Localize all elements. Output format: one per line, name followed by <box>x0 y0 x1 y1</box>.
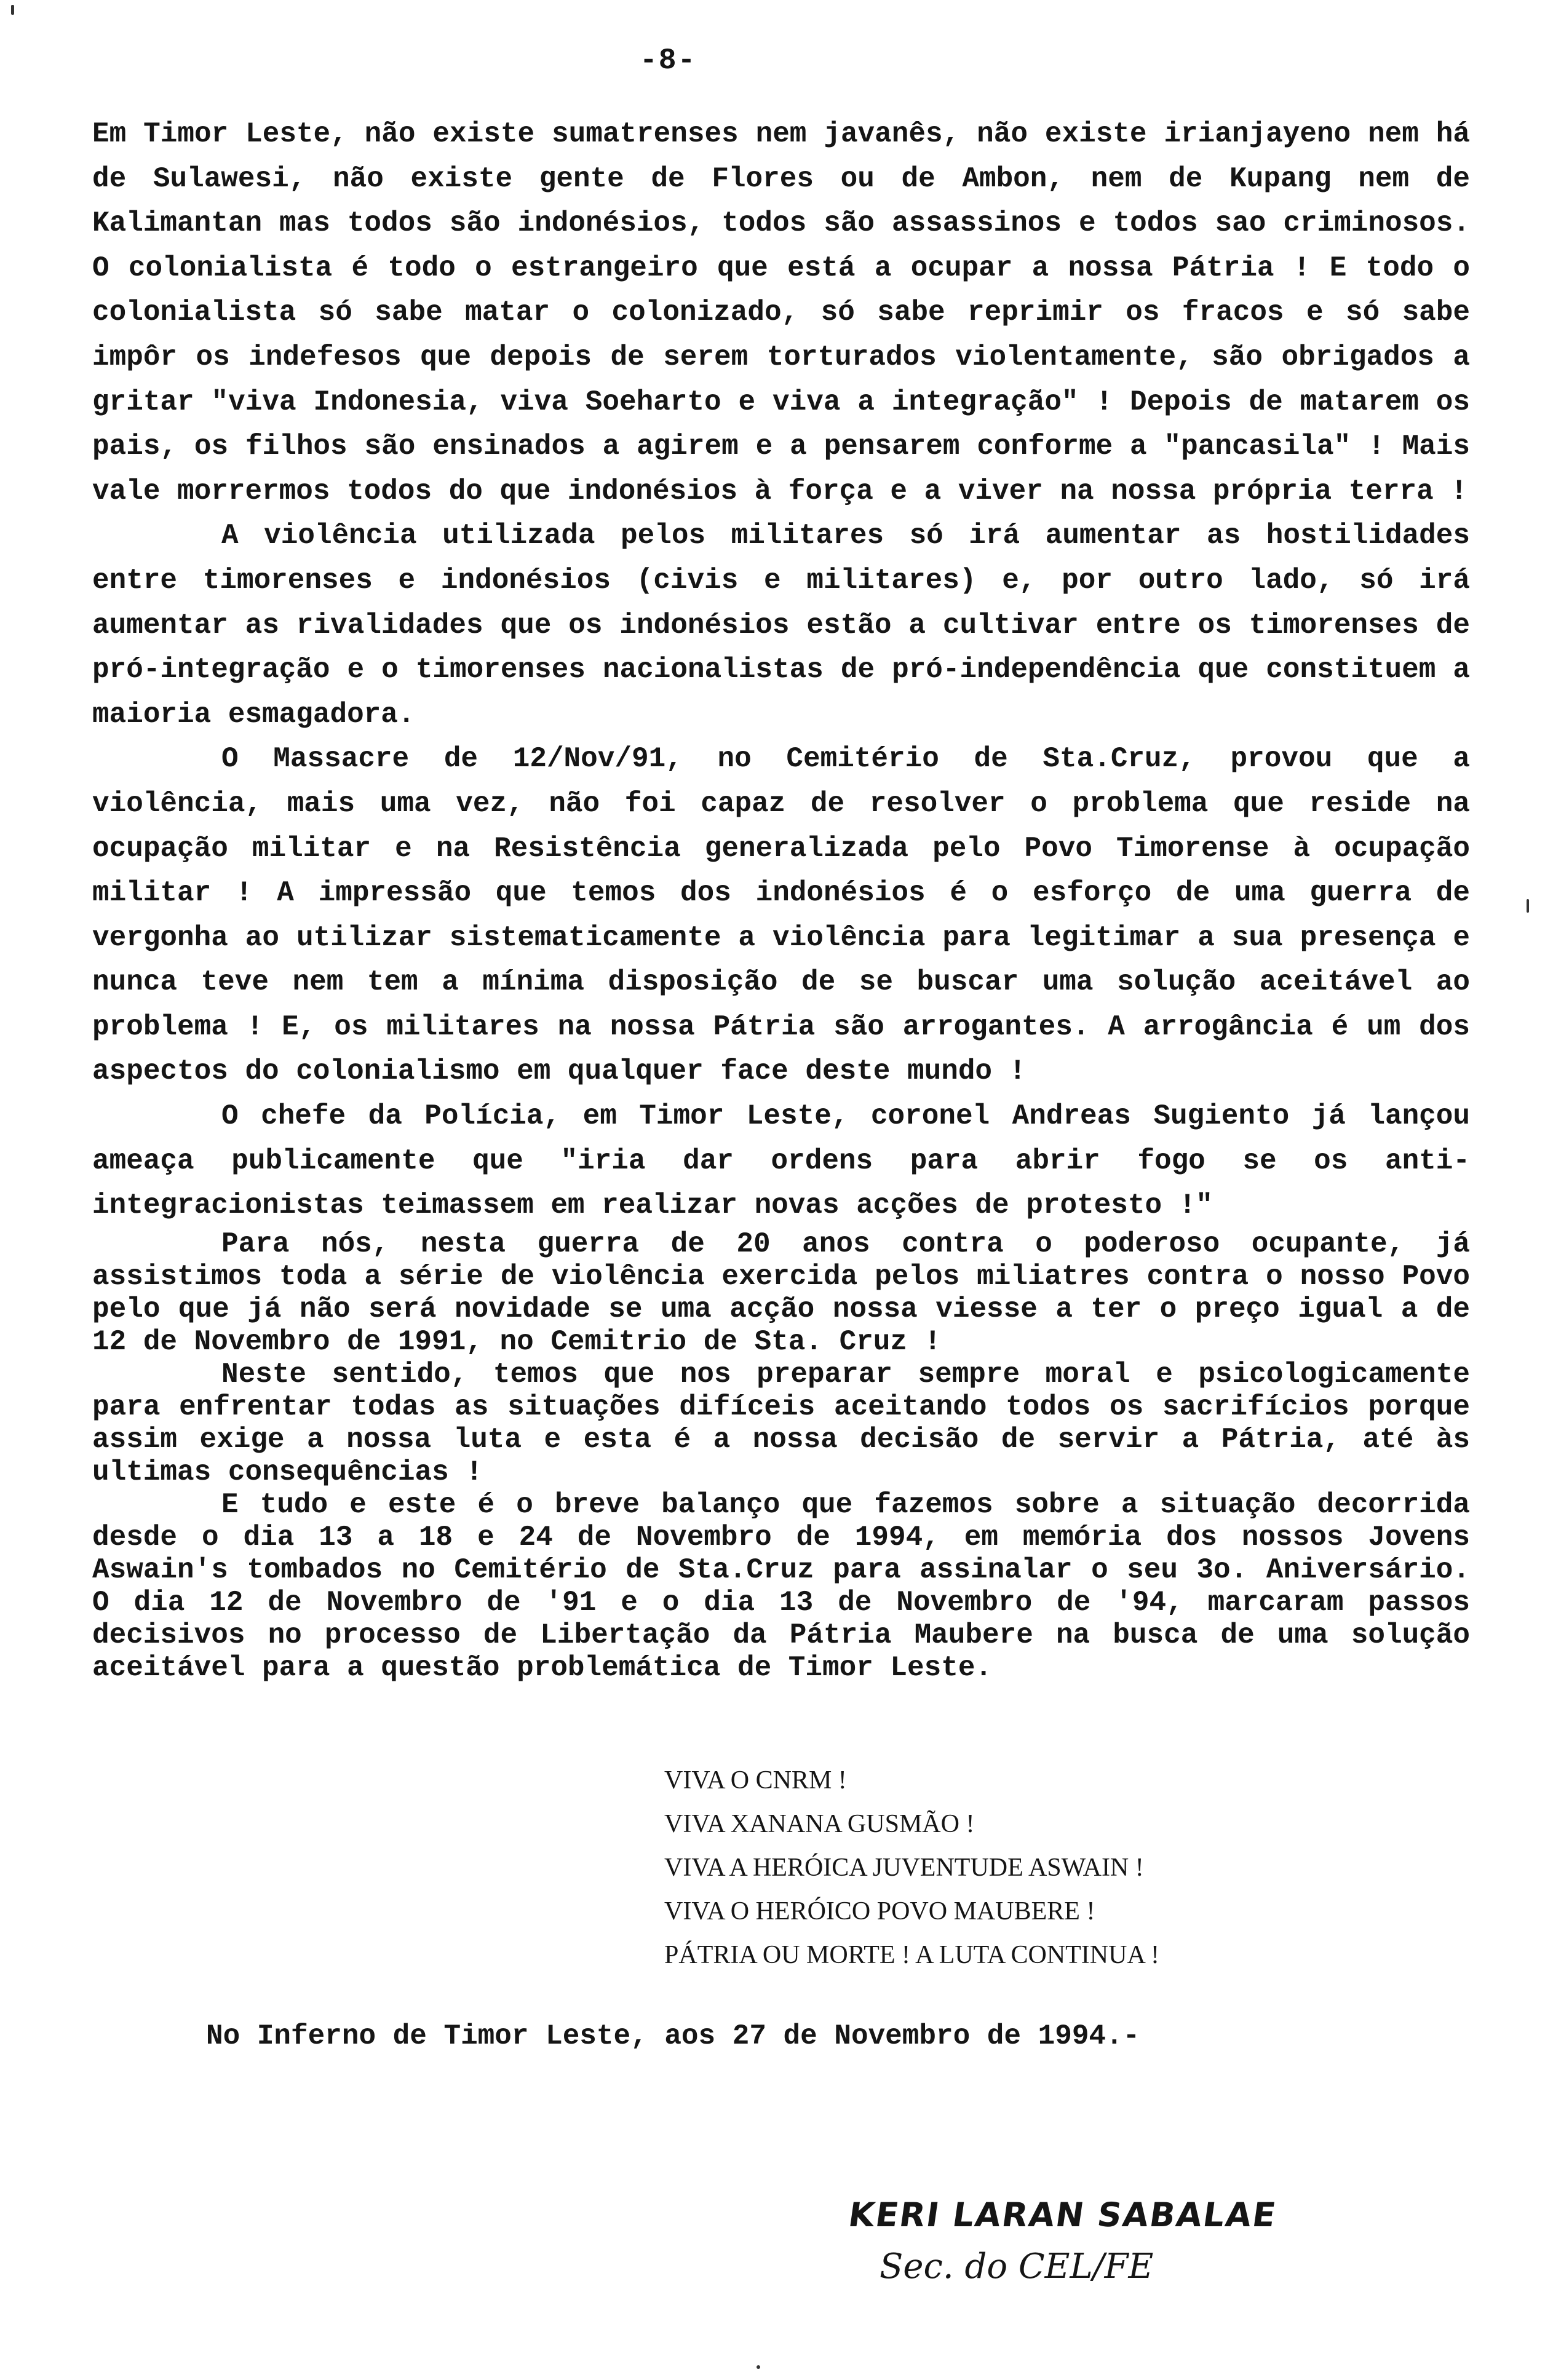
signatory-role: Sec. do CEL/FE <box>880 2247 1154 2287</box>
paragraph-7: E tudo e este é o breve balanço que fazemos sobre a situação decorrida desde o dia 13 a 18 e 24 de Novembro de 1994, em memória dos nossos Jovens Aswain's tombados no Cemitério de Sta.Cruz para assinalar o seu 3o. Aniversário. O dia 12 de Novembro de '91 e o dia 13 de Novembro de '94, marcaram passos decisivos no processo de Libertação da Pátria Maubere na busca de uma solução aceitável para a questão problemática de Timor Leste. <box>92 1488 1470 1684</box>
paragraph-2: A violência utilizada pelos militares só irá aumentar as hostilidades entre timorenses e indonésios (civis e militares) e, por outro lado, só irá aumentar as rivalidades que os indonésios estão a cultivar entre os timorenses de pró-integração e o timorenses nacionalistas de pró-independência que constituem a maioria esmagadora. <box>92 520 1470 731</box>
slogan-line: VIVA O CNRM ! <box>664 1766 847 1795</box>
scan-speck <box>11 5 14 15</box>
slogan-line: VIVA A HERÓICA JUVENTUDE ASWAIN ! <box>664 1854 1144 1882</box>
signature-block <box>846 2196 1279 2287</box>
scan-speck <box>757 2365 760 2369</box>
paragraph-5: Para nós, nesta guerra de 20 anos contra o poderoso ocupante, já assistimos toda a série de violência exercida pelos miliatres contra o nosso Povo pelo que já não será novidade se uma acção nossa viesse a ter o preço igual a de 12 de Novembro de 1991, no Cemitrio de Sta. Cruz ! <box>92 1228 1470 1358</box>
paragraph-4: O chefe da Polícia, em Timor Leste, coronel Andreas Sugiento já lançou ameaça publicamente que "iria dar ordens para abrir fogo se os anti-integracionistas teimassem em realizar novas acções de protesto !" <box>92 1100 1470 1222</box>
scan-speck <box>1527 899 1529 913</box>
slogans-block <box>664 1759 1415 1977</box>
paragraph-3: O Massacre de 12/Nov/91, no Cemitério de Sta.Cruz, provou que a violência, mais uma vez, não foi capaz de resolver o problema que reside na ocupação militar e na Resistência generalizada pelo Povo Timorense à ocupação militar ! A impressão que temos dos indonésios é o esforço de uma guerra de vergonha ao utilizar sistematicamente a violência para legitimar a sua presença e nunca teve nem tem a mínima disposição de se buscar uma solução aceitável ao problema ! E, os militares na nossa Pátria são arrogantes. A arrogância é um dos aspectos do colonialismo em qualquer face deste mundo ! <box>92 743 1470 1088</box>
page-number: -8- <box>640 44 697 77</box>
letter-body <box>92 112 1470 1684</box>
paragraph-6: Neste sentido, temos que nos preparar sempre moral e psicologicamente para enfrentar todas as situações difíceis aceitando todos os sacrifícios porque assim exige a nossa luta e esta é a nossa decisão de servir a Pátria, até às ultimas consequências ! <box>92 1358 1470 1488</box>
place-and-date: No Inferno de Timor Leste, aos 27 de Novembro de 1994.- <box>206 2020 1140 2052</box>
slogan-line: VIVA XANANA GUSMÃO ! <box>664 1810 975 1838</box>
slogan-line: PÁTRIA OU MORTE ! A LUTA CONTINUA ! <box>664 1941 1159 1969</box>
slogan-line: VIVA O HERÓICO POVO MAUBERE ! <box>664 1897 1095 1926</box>
paragraph-1: Em Timor Leste, não existe sumatrenses nem javanês, não existe irianjayeno nem há de Sulawesi, não existe gente de Flores ou de Ambon, nem de Kupang nem de Kalimantan mas todos são indonésios, todos são assassinos e todos sao criminosos. O colonialista é todo o estrangeiro que está a ocupar a nossa Pátria ! E todo o colonialista só sabe matar o colonizado, só sabe reprimir os fracos e só sabe impôr os indefesos que depois de serem torturados violentamente, são obrigados a gritar "viva Indonesia, viva Soeharto e viva a integração" ! Depois de matarem os pais, os filhos são ensinados a agirem e a pensarem conforme a "pancasila" ! Mais vale morrermos todos do que indonésios à força e a viver na nossa própria terra ! <box>92 118 1470 507</box>
signatory-name: KERI LARAN SABALAE <box>846 2196 1279 2234</box>
